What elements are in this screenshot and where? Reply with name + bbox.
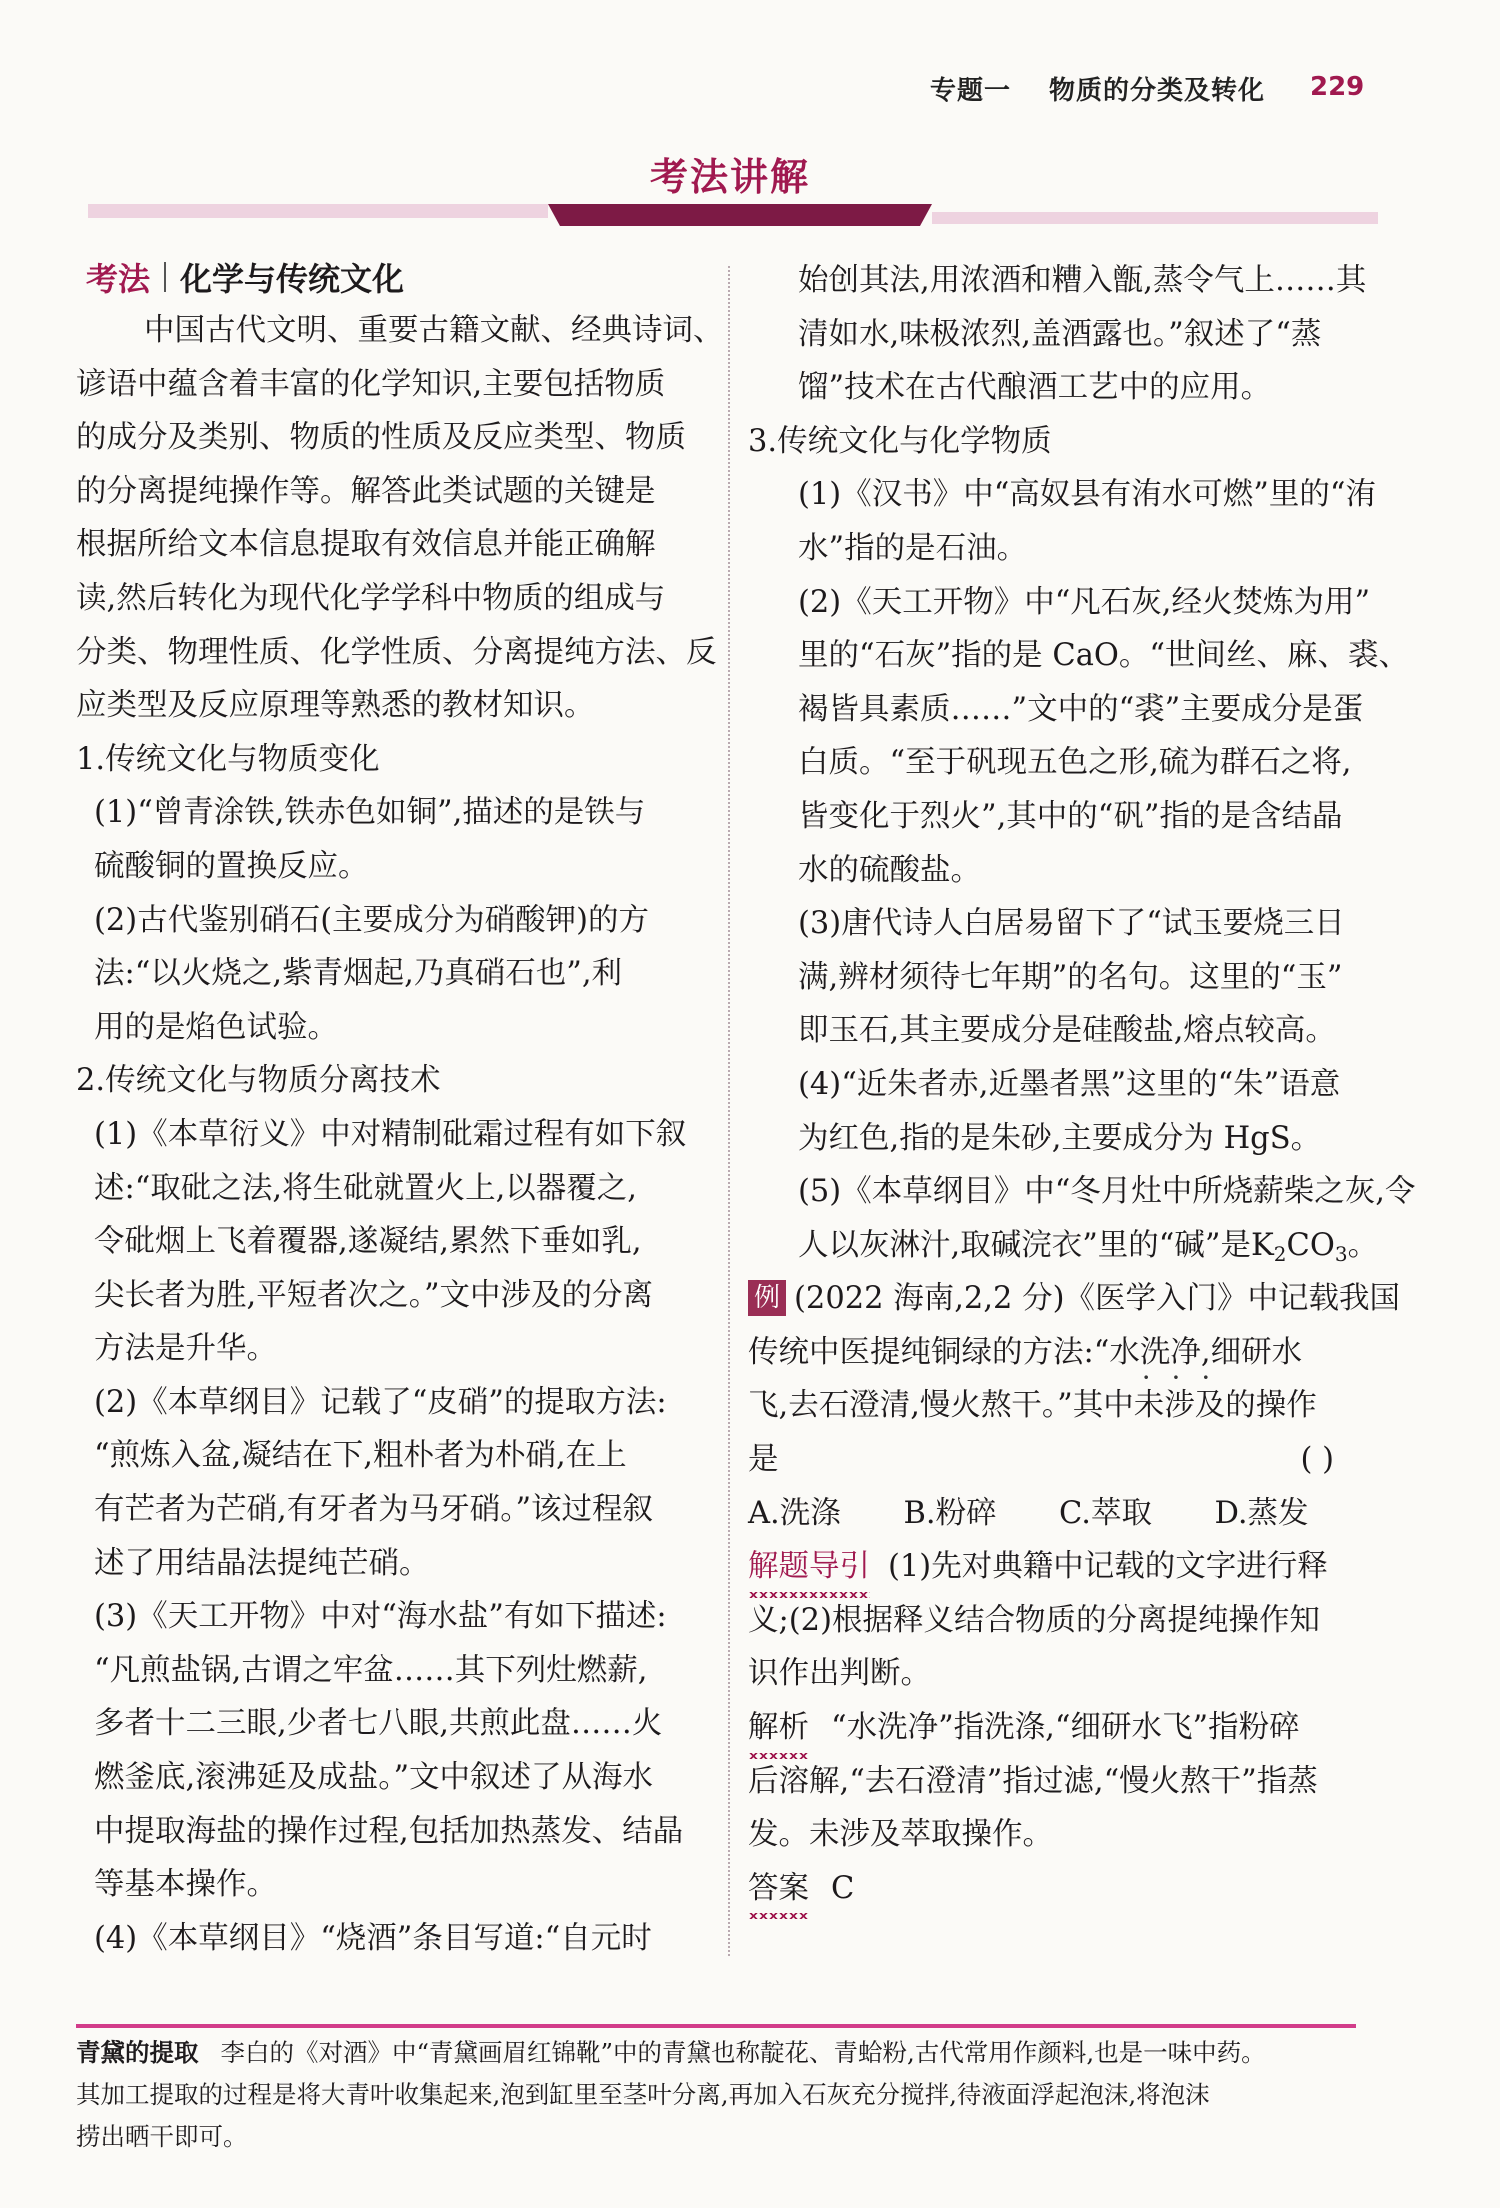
emphasis-dots: · · · 未涉及	[1134, 1379, 1226, 1433]
text-line: 多者十二三眼,少者七八眼,共煎此盘……火	[94, 1706, 663, 1742]
title-band-right	[932, 212, 1378, 224]
note-line: 青黛的提取 李白的《对酒》中“青黛画眉红锦靴”中的青黛也称靛花、青蛤粉,古代常用作颜料,也是一味中药。	[76, 2038, 1266, 2067]
title-band-center	[548, 204, 932, 226]
analysis-line: 发。未涉及萃取操作。	[748, 1817, 1053, 1853]
subheading: 2.传统文化与物质分离技术	[76, 1063, 441, 1099]
text-line: 谚语中蕴含着丰富的化学知识,主要包括物质	[76, 366, 666, 402]
text-line: 尖长者为胜,平短者次之。”文中涉及的分离	[94, 1277, 654, 1313]
text-line: 等基本操作。	[94, 1867, 277, 1903]
text-line: 满,辨材须待七年期”的名句。这里的“玉”	[798, 959, 1343, 995]
guide-line: 识作出判断。	[748, 1656, 931, 1692]
text-line: (3)唐代诗人白居易留下了“试玉要烧三日	[798, 906, 1345, 942]
guide-tag: 解题导引	[748, 1540, 870, 1594]
kaofa-separator	[164, 262, 166, 292]
side-note	[76, 2032, 1366, 2158]
text-line: 为红色,指的是朱砂,主要成分为 HgS。	[798, 1120, 1322, 1156]
answer-value: C	[831, 1870, 855, 1906]
text-line: 的成分及类别、物质的性质及反应类型、物质	[76, 420, 686, 456]
text-line: 根据所给文本信息提取有效信息并能正确解	[76, 527, 656, 563]
text-line: 述了用结晶法提纯芒硝。	[94, 1545, 430, 1581]
k2co3-line: 人以灰淋汁,取碱浣衣”里的“碱”是$K_2CO_3$。	[798, 1227, 1379, 1266]
option-c: C.萃取	[1059, 1495, 1152, 1531]
text-line: 里的“石灰”指的是 CaO。“世间丝、麻、裘、	[798, 638, 1409, 674]
text-line: (2)古代鉴别硝石(主要成分为硝酸钾)的方	[94, 902, 650, 938]
answer-blank: ( )	[1300, 1442, 1334, 1478]
example-line: 传统中医提纯铜绿的方法:“水洗净,细研水	[748, 1334, 1303, 1370]
text-line: 的分离提纯操作等。解答此类试题的关键是	[76, 473, 656, 509]
text-line: 馏”技术在古代酿酒工艺中的应用。	[798, 370, 1272, 406]
note-line: 其加工提取的过程是将大青叶收集起来,泡到缸里至茎叶分离,再加入石灰充分搅拌,待液面浮起泡沫,将泡沫	[76, 2080, 1210, 2109]
example-line: 飞,去石澄清,慢火熬干。”其中· · · 未涉及的操作	[730, 1379, 1370, 1433]
text-line: 始创其法,用浓酒和糟入甑,蒸令气上……其	[798, 263, 1367, 298]
text-line: 中国古代文明、重要古籍文献、经典诗词、	[144, 313, 724, 348]
option-a: A.洗涤	[748, 1495, 841, 1531]
title-band-left	[88, 204, 548, 218]
text-line: 褐皆具素质……”文中的“裘”主要成分是蛋	[798, 691, 1364, 727]
text-line: (4)“近朱者赤,近墨者黑”这里的“朱”语意	[798, 1066, 1341, 1102]
text-line: 读,然后转化为现代化学学科中物质的组成与	[76, 580, 666, 616]
section-title: 考法讲解	[649, 155, 810, 199]
analysis-line: 解析 “水洗净”指洗涤,“细研水飞”指粉碎	[730, 1701, 1370, 1755]
text-line: 用的是焰色试验。	[94, 1009, 338, 1045]
text-line: (1)《汉书》中“高奴县有洧水可燃”里的“洧	[798, 477, 1376, 513]
text-line: 硫酸铜的置换反应。	[94, 848, 369, 884]
kaofa-heading	[86, 254, 404, 300]
answer-tag: 答案	[748, 1862, 809, 1916]
answer-line	[730, 1862, 1370, 1916]
subheading: 3.传统文化与化学物质	[748, 423, 1052, 459]
note-title: 青黛的提取	[76, 2038, 199, 2067]
example-tag: 例	[748, 1280, 786, 1316]
note-line: 捞出晒干即可。	[76, 2122, 248, 2151]
text-line: 清如水,味极浓烈,盖酒露也。”叙述了“蒸	[798, 316, 1322, 352]
text-line: 法:“以火烧之,紫青烟起,乃真硝石也”,利	[94, 956, 623, 992]
analysis-tag: 解析	[748, 1701, 809, 1755]
option-b: B.粉碎	[903, 1495, 997, 1531]
text-line: 水的硫酸盐。	[798, 852, 981, 888]
text-line: 应类型及反应原理等熟悉的教材知识。	[76, 688, 595, 724]
note-divider	[76, 2024, 1356, 2028]
text-line: “凡煎盐锅,古谓之牢盆……其下列灶燃薪,	[94, 1652, 648, 1688]
kaofa-tag: 考法	[86, 260, 151, 298]
kaofa-title: 化学与传统文化	[180, 260, 405, 298]
text-line: 水”指的是石油。	[798, 530, 1028, 566]
text-line: 白质。“至于矾现五色之形,硫为群石之将,	[798, 745, 1352, 781]
text-line: “煎炼入盆,凝结在下,粗朴者为朴硝,在上	[94, 1438, 627, 1474]
text-line: 燃釜底,滚沸延及成盐。”文中叙述了从海水	[94, 1760, 654, 1796]
text-line: (4)《本草纲目》“烧酒”条目写道:“自元时	[94, 1920, 652, 1956]
chapter-header	[930, 70, 1265, 107]
option-d: D.蒸发	[1214, 1495, 1309, 1531]
example-line: 例 (2022 海南,2,2 分)《医学入门》中记载我国	[730, 1272, 1370, 1326]
analysis-line: 后溶解,“去石澄清”指过滤,“慢火熬干”指蒸	[748, 1763, 1318, 1799]
text-line: 方法是升华。	[94, 1331, 277, 1367]
guide-line: 义;(2)根据释义结合物质的分离提纯操作知	[748, 1602, 1320, 1638]
text-line: 有芒者为芒硝,有牙者为马牙硝。”该过程叙	[94, 1492, 654, 1528]
right-column	[730, 254, 1416, 1915]
text-line: (2)《本草纲目》记载了“皮硝”的提取方法:	[94, 1384, 667, 1420]
text-line: 中提取海盐的操作过程,包括加热蒸发、结晶	[94, 1813, 684, 1849]
text-line: 皆变化于烈火”,其中的“矾”指的是含结晶	[798, 798, 1343, 834]
chapter-title: 物质的分类及转化	[1049, 76, 1266, 106]
text-line: 令砒烟上飞着覆器,遂凝结,累然下垂如乳,	[94, 1224, 642, 1260]
text-line: 分类、物理性质、化学性质、分离提纯方法、反	[76, 634, 717, 670]
guide-line: 解题导引 (1)先对典籍中记载的文字进行释	[730, 1540, 1370, 1594]
text-line: (2)《天工开物》中“凡石灰,经火焚炼为用”	[798, 584, 1371, 620]
text-line: (5)《本草纲目》中“冬月灶中所烧薪柴之灰,令	[798, 1174, 1416, 1210]
chapter-label: 专题一	[930, 76, 1012, 106]
text-line: (1)《本草衍义》中对精制砒霜过程有如下叙	[94, 1116, 687, 1152]
text-line: (1)“曾青涂铁,铁赤色如铜”,描述的是铁与	[94, 795, 646, 831]
page-number: 229	[1310, 72, 1365, 102]
text-line: 述:“取砒之法,将生砒就置火上,以器覆之,	[94, 1170, 637, 1206]
options-row	[730, 1487, 1370, 1541]
subheading: 1.传统文化与物质变化	[76, 741, 380, 777]
text-line: 即玉石,其主要成分是硅酸盐,熔点较高。	[798, 1013, 1336, 1049]
example-line: 是 ( )	[730, 1433, 1370, 1487]
left-column	[76, 304, 724, 1965]
text-line: (3)《天工开物》中对“海水盐”有如下描述:	[94, 1599, 667, 1635]
